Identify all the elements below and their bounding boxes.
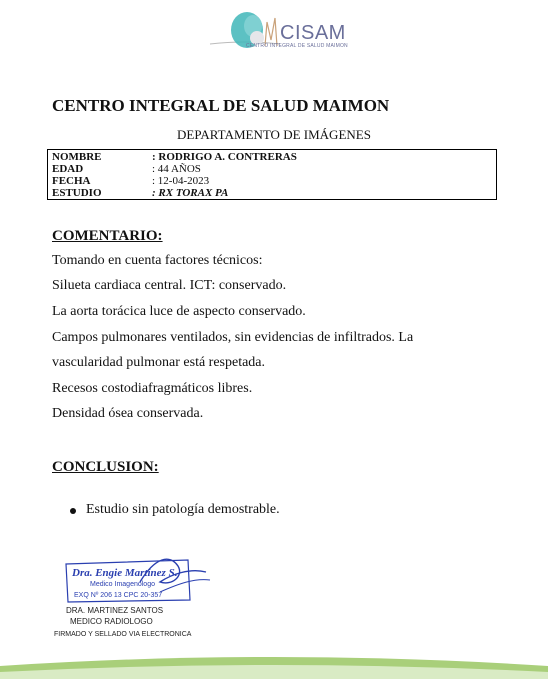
field-value-nombre: : RODRIGO A. CONTRERAS	[152, 151, 297, 163]
doctor-name: DRA. MARTINEZ SANTOS	[66, 606, 164, 615]
comment-line: Densidad ósea conservada.	[52, 406, 204, 421]
signature-stamp-icon	[60, 552, 215, 610]
bullet-icon	[70, 508, 76, 514]
logo-text: CISAM	[280, 22, 346, 44]
footer-wave-icon	[0, 652, 548, 679]
conclusion-item: Estudio sin patología demostrable.	[86, 502, 280, 517]
electronic-sign-note: FIRMADO Y SELLADO VIA ELECTRONICA	[54, 631, 192, 638]
stamp-title: Medico Imagenologo	[90, 581, 155, 588]
center-title: CENTRO INTEGRAL DE SALUD MAIMON	[52, 96, 390, 115]
conclusion-heading: CONCLUSION:	[52, 459, 159, 475]
field-label-estudio: ESTUDIO	[52, 187, 102, 199]
comment-line: Campos pulmonares ventilados, sin evidencias de infiltrados. La	[52, 330, 414, 345]
field-value-estudio: : RX TORAX PA	[152, 187, 229, 199]
comment-line: Silueta cardiaca central. ICT: conservado.	[52, 278, 287, 293]
field-value-fecha: : 12-04-2023	[152, 175, 210, 187]
comment-line: La aorta torácica luce de aspecto conservado.	[52, 304, 306, 319]
stamp-id: EXQ Nº 206 13 CPC 20-357	[74, 592, 163, 599]
field-value-edad: : 44 AÑOS	[152, 163, 201, 175]
comment-line: vascularidad pulmonar está respetada.	[52, 355, 266, 370]
patient-info-box	[47, 149, 497, 200]
stamp-name: Dra. Engie Martinez S.	[72, 567, 178, 579]
comment-line: Tomando en cuenta factores técnicos:	[52, 253, 263, 268]
doctor-title: MEDICO RADIOLOGO	[70, 617, 153, 626]
logo-subtitle: CENTRO INTEGRAL DE SALUD MAIMON	[246, 43, 348, 49]
field-label-edad: EDAD	[52, 163, 84, 175]
field-label-fecha: FECHA	[52, 175, 91, 187]
comment-line: Recesos costodiafragmáticos libres.	[52, 381, 253, 396]
field-label-nombre: NOMBRE	[52, 151, 102, 163]
comentario-heading: COMENTARIO:	[52, 228, 163, 244]
department-title: DEPARTAMENTO DE IMÁGENES	[177, 127, 371, 142]
